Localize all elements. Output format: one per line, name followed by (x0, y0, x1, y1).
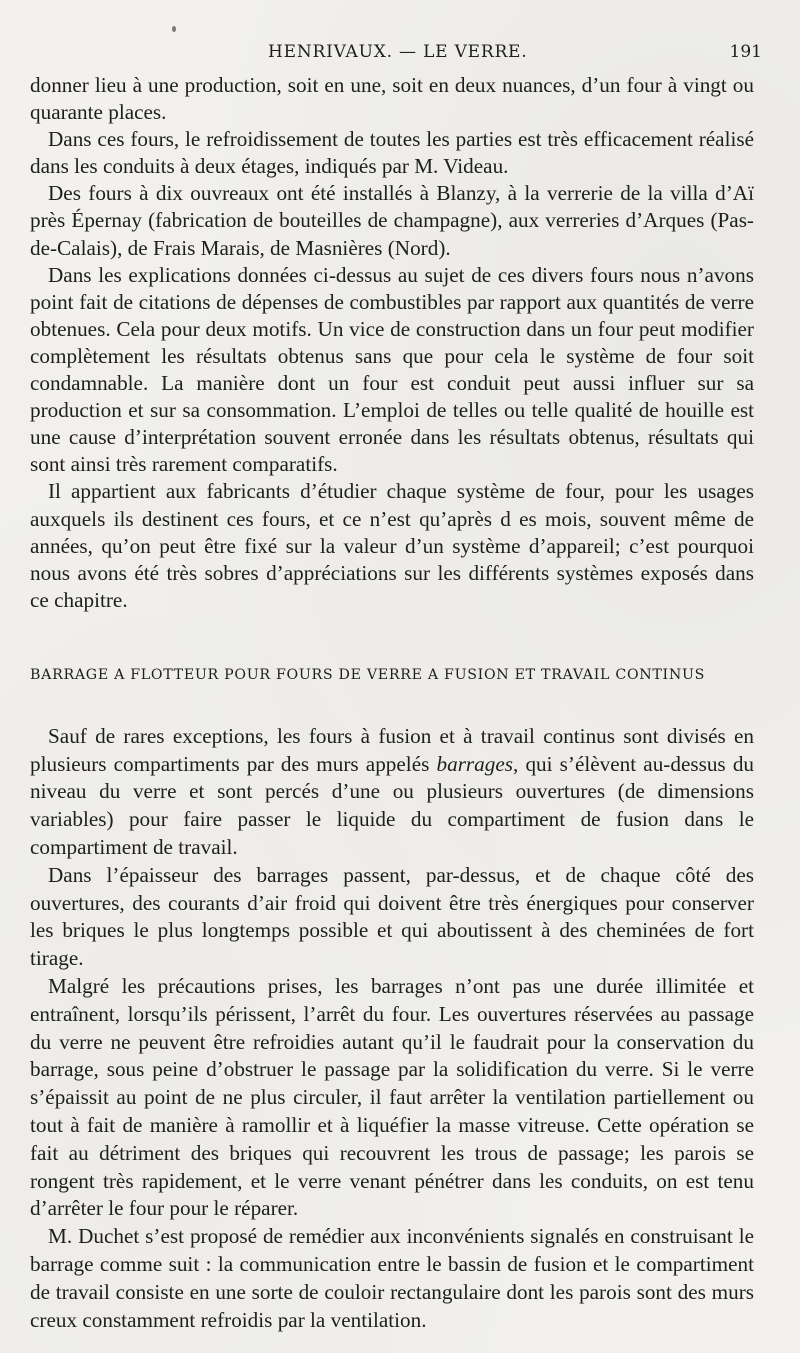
paragraph-text: Sauf de rares exceptions, les fours à fusion et à travail continus sont divisés en plusieurs compartiments par des murs appelés (30, 723, 754, 776)
paragraph (30, 723, 754, 862)
running-head-title: HENRIVAUX. — LE VERRE. (268, 42, 528, 62)
emphasized-term: barrages (436, 751, 514, 776)
section-body (30, 723, 754, 1335)
running-head (0, 42, 800, 66)
paragraph: Dans les explications données ci-dessus au sujet de ces divers fours nous n’avons point fait de citations de dépenses de combustibles par rapport aux quantités de verre obtenues. Cela pour deux motifs. Un vice de construction dans un four peut modifier complètement les résultats obtenus sans que pour cela le système de four soit condamnable. La manière dont un four est conduit peut aussi influer sur sa production et sur sa consommation. L’emploi de telles ou telle qualité de houille est une cause d’interprétation souvent erronée dans les résultats obtenus, résultats qui sont ainsi très rarement comparatifs. (30, 262, 754, 477)
paragraph: Il appartient aux fabricants d’étudier chaque système de four, pour les usages auxquels ils destinent ces fours, et ce n’est qu’après d es mois, souvent même de années, qu’on peut être fixé sur la valeur d’un système d’appareil; c’est pourquoi nous avons été très sobres d’appréciations sur les différents systèmes exposés dans ce chapitre. (30, 479, 754, 612)
paragraph: Malgré les précautions prises, les barrages n’ont pas une durée illimitée et entraînent, lorsqu’ils périssent, l’arrêt du four. Les ouvertures réservées au passage du verre ne peuvent être refroidies autant qu’il le faudrait pour la conservation du barrage, sous peine d’obstruer le passage par la solidification du verre. Si le verre s’épaissit au point de ne plus circuler, il faut arrêter la ventilation partiellement ou tout à fait de manière à ramollir et à liquéfier la masse vitreuse. Cette opération se fait au détriment des briques qui recouvrent les trous de passage; les parois se rongent très rapidement, et le verre venant pénétrer dans les conduits, on est tenu d’arrêter le four pour le réparer. (30, 974, 754, 1221)
paragraph: M. Duchet s’est proposé de remédier aux inconvénients signalés en construisant le barrage comme suit : la communication entre le bassin de fusion et le compartiment de travail consiste en une sorte de couloir rectangulaire dont les parois sont des murs creux constamment refroidis par la ventilation. (30, 1224, 754, 1332)
paragraph: Des fours à dix ouvreaux ont été installés à Blanzy, à la verrerie de la villa d’Aï près Épernay (fabrication de bouteilles de champagne), aux verreries d’Arques (Pas-de-Calais), de Frais Marais, de Masnières (Nord). (30, 181, 754, 260)
paragraph: Dans ces fours, le refroidissement de toutes les parties est très efficacement réalisé dans les conduits à deux étages, indiqués par M. Videau. (30, 127, 754, 179)
paragraph: Dans l’épaisseur des barrages passent, par-dessus, et de chaque côté des ouvertures, des courants d’air froid qui doivent être très énergiques pour conserver les briques le plus longtemps possible et qui aboutissent à des cheminées de fort tirage. (30, 862, 754, 971)
body-text (30, 72, 754, 1334)
page-number: 191 (729, 42, 762, 62)
ink-speck (172, 26, 176, 32)
paragraph-text: , qui s’élèvent au-dessus du niveau du verre et sont percés d’une ou plusieurs ouvertures (de dimensions variables) pour faire passer le liquide du compartiment de fusion dans le compartiment de travail. (30, 751, 755, 860)
paragraph: donner lieu à une production, soit en une, soit en deux nuances, d’un four à vingt ou quarante places. (30, 73, 754, 125)
section-heading: BARRAGE A FLOTTEUR POUR FOURS DE VERRE A FUSION ET TRAVAIL CONTINUS (30, 666, 706, 683)
